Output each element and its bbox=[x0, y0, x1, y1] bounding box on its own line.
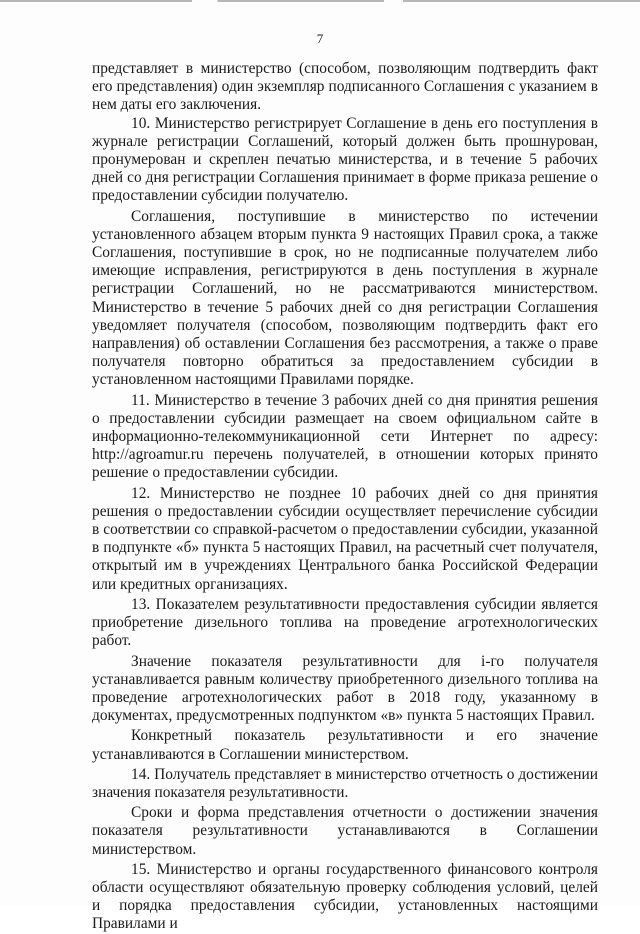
paragraph-13-concrete: Конкретный показатель результативности и его значение устанавливаются в Соглашении министерством. bbox=[92, 727, 598, 763]
paragraph-11: 11. Министерство в течение 3 рабочих дней со дня принятия решения о предоставлении субсидии размещает на своем официальном сайте в информационно-телекоммуникационной сети Интернет по адресу: http://agroamur.ru перечень получателей, в отношении которых принято решение о предоставлении субсидии. bbox=[92, 391, 598, 482]
paragraph-10-second: Соглашения, поступившие в министерство по истечении установленного абзацем вторым пункта 9 настоящих Правил срока, а также Соглашения, поступившие в срок, но не подписанные получателем либо имеющие исправления, регистрируются в день поступления в журнале регистрации Соглашений, но не рассматриваются министерством. Министерство в течение 5 рабочих дней со дня регистрации Соглашения уведомляет получателя (способом, позволяющим подтвердить факт его направления) об оставлении Соглашения без рассмотрения, а также о праве получателя повторно обратиться за предоставлением субсидии в установленном настоящими Правилами порядке. bbox=[92, 207, 598, 389]
paragraph-14: 14. Получатель представляет в министерство отчетность о достижении значения показателя результативности. bbox=[92, 765, 598, 801]
paragraph-13-value: Значение показателя результативности для i-го получателя устанавливается равным количеству приобретенного дизельного топлива на проведение агротехнологических работ в 2018 году, указанному в документах, предусмотренных подпунктом «в» пункта 5 настоящих Правил. bbox=[92, 652, 598, 725]
page-number: 7 bbox=[316, 31, 324, 46]
paragraph-12: 12. Министерство не позднее 10 рабочих дней со дня принятия решения о предоставлении субсидии осуществляет перечисление субсидии в соответствии со справкой-расчетом о предоставлении субсидии, указанной в подпункте «б» пункта 5 настоящих Правил, на расчетный счет получателя, открытый им в учреждениях Центрального банка Российской Федерации или кредитных организациях. bbox=[92, 484, 598, 593]
paragraph-10: 10. Министерство регистрирует Соглашение в день его поступления в журнале регистрации Соглашений, который должен быть прошнурован, пронумерован и скреплен печатью министерства, и в течение 5 рабочих дней со дня регистрации Соглашения принимает в форме приказа решение о предоставлении субсидии получателю. bbox=[92, 114, 598, 205]
paragraph-15: 15. Министерство и органы государственного финансового контроля области осуществляют обязательную проверку соблюдения условий, целей и порядка предоставления субсидии, установленных настоящими Правилами и bbox=[92, 860, 598, 933]
paragraph-13: 13. Показателем результативности предоставления субсидии является приобретение дизельного топлива на проведение агротехнологических работ. bbox=[92, 595, 598, 650]
document-body bbox=[92, 60, 598, 934]
scan-top-edge bbox=[0, 0, 640, 2]
paragraph-14-terms: Сроки и форма представления отчетности о достижении значения показателя результативности устанавливаются в Соглашении министерством. bbox=[92, 804, 598, 858]
paragraph-continuation: представляет в министерство (способом, позволяющим подтвердить факт его представления) один экземпляр подписанного Соглашения с указанием в нем даты его заключения. bbox=[92, 60, 598, 114]
